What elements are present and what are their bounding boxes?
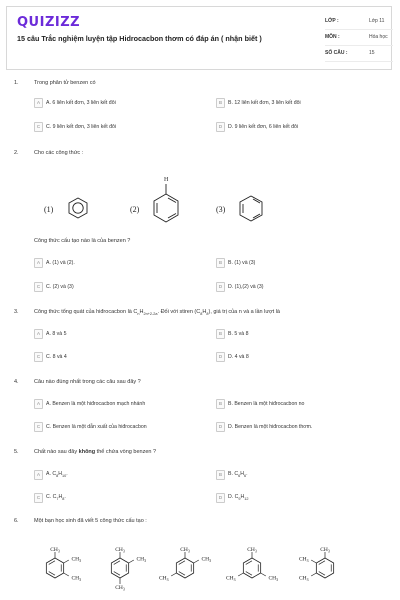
option-text: A. $C_8H_{10}$. <box>46 471 68 479</box>
methyl-bond <box>238 573 243 576</box>
trimethylbenzene-structure-5 <box>299 547 334 582</box>
meta-label: LỚP : <box>325 18 339 24</box>
option-a[interactable] <box>34 469 68 479</box>
option-text: D. 4 và 8 <box>228 354 249 360</box>
question-text: Một bạn học sinh đã viết 5 công thức cấu tạo : <box>34 518 147 524</box>
methyl-bond <box>64 573 69 576</box>
option-d[interactable] <box>216 352 249 362</box>
meta-label: MÔN : <box>325 34 340 40</box>
option-text: B. $C_6H_6$. <box>228 471 248 479</box>
option-letter: A <box>34 470 43 480</box>
worksheet-header <box>6 6 392 70</box>
option-text: C. 8 và 4 <box>46 354 67 360</box>
methyl-bond <box>64 560 69 563</box>
question-text: Cho các công thức : <box>34 150 84 156</box>
option-a[interactable] <box>34 329 66 339</box>
methyl-bond <box>129 560 134 563</box>
option-d[interactable] <box>216 492 248 502</box>
question-number: 5. <box>14 449 19 455</box>
question-number: 3. <box>14 309 19 315</box>
methyl-group-label: $CH_3$ <box>136 556 147 563</box>
option-letter: B <box>216 329 225 339</box>
methyl-bond <box>261 573 266 576</box>
option-text: B. 5 và 8 <box>228 331 249 337</box>
option-letter: A <box>34 98 43 108</box>
meta-value: Hóa học <box>369 34 388 40</box>
trimethylbenzene-structure-2 <box>111 547 146 592</box>
methyl-group-label: $CH_3$ <box>201 556 212 563</box>
option-b[interactable] <box>216 329 248 339</box>
question-text: Công thức tổng quát của hiđrocacbon là $C_nH_{2n+2-2a}$. Đối với stiren $(C_8H_8)$, giá trị của n và a lần lượt là <box>34 309 280 317</box>
option-text: C. $C_7H_8$. <box>46 494 66 502</box>
option-letter: D <box>216 493 225 503</box>
question-prompt: Công thức cấu tạo nào là của benzen ? <box>34 238 131 244</box>
option-text: C. (2) và (3) <box>46 284 74 290</box>
option-text: B. 12 liên kết đơn, 3 liên kết đôi <box>228 100 301 106</box>
benzene-kekule-alt-structure <box>240 196 262 221</box>
option-text: B. Benzen là một hiđrocacbon no <box>228 401 305 407</box>
question-number: 2. <box>14 150 19 156</box>
option-letter: A <box>34 399 43 409</box>
option-letter: D <box>216 422 225 432</box>
quizizz-logo: QUIZIZZ <box>17 15 81 30</box>
option-a[interactable] <box>34 98 116 108</box>
question-text: Trong phân tử benzen có <box>34 80 96 86</box>
option-c[interactable] <box>34 492 66 502</box>
option-text: D. $C_9H_{12}$ <box>228 494 249 502</box>
option-text: A. Benzen là một hiđrocacbon mạch nhánh <box>46 401 146 407</box>
option-letter: C <box>34 422 43 432</box>
methylbenzene-structures-figure <box>30 538 370 598</box>
methyl-group-label: $CH_3$ <box>71 556 82 563</box>
meta-row-class <box>325 14 393 30</box>
methyl-group-label: $CH_3$ <box>247 547 257 554</box>
option-text: C. 9 liên kết đơn, 3 liên kết đôi <box>46 124 117 130</box>
option-text: A. 8 và 5 <box>46 331 67 337</box>
meta-label: SỐ CÂU : <box>325 50 348 56</box>
option-text: C. Benzen là một dẫn xuất của hiđrocacbon <box>46 424 147 430</box>
hydrogen-label: H <box>164 177 169 183</box>
methyl-group-label: $CH_3$ <box>180 547 190 554</box>
option-b[interactable] <box>216 469 248 479</box>
methyl-group-label: $CH_3$ <box>158 575 169 582</box>
option-letter: C <box>34 352 43 362</box>
option-letter: C <box>34 282 43 292</box>
benzene-kekule-structure <box>154 184 178 222</box>
question-number: 4. <box>14 379 19 385</box>
methyl-bond <box>311 573 316 576</box>
methyl-bond <box>194 560 199 563</box>
meta-row-count <box>325 46 393 62</box>
option-d[interactable] <box>216 422 312 432</box>
option-text: B. (1) và (3) <box>228 260 256 266</box>
methyl-group-label: $CH_3$ <box>268 575 279 582</box>
meta-value: Lớp 11 <box>369 18 385 24</box>
meta-value: 15 <box>369 50 375 56</box>
structure-label-1: (1) <box>44 205 54 214</box>
methyl-group-label: $CH_3$ <box>71 575 82 582</box>
trimethylbenzene-structure-1 <box>46 547 81 582</box>
question-number: 1. <box>14 80 19 86</box>
option-c[interactable] <box>34 352 67 362</box>
trimethylbenzene-structure-3 <box>159 547 211 582</box>
meta-row-subject <box>325 30 393 46</box>
option-letter: C <box>34 493 43 503</box>
methyl-group-label: $CH_3$ <box>298 556 309 563</box>
option-letter: A <box>34 329 43 339</box>
meta-table <box>325 14 393 62</box>
methyl-group-label: $CH_3$ <box>298 575 309 582</box>
option-letter: D <box>216 122 225 132</box>
option-d[interactable] <box>216 282 263 292</box>
page-title: 15 câu Trắc nghiệm luyện tập Hidrocacbon thơm có đáp án ( nhận biết ) <box>17 34 262 43</box>
question-text: Chất nào sau đây không thể chứa vòng benzen ? <box>34 449 157 455</box>
option-d[interactable] <box>216 122 298 132</box>
benzene-structures-figure <box>30 170 290 230</box>
benzene-circle-structure <box>69 198 87 218</box>
methyl-group-label: $CH_3$ <box>225 575 236 582</box>
option-letter: B <box>216 98 225 108</box>
option-c[interactable] <box>34 282 74 292</box>
methyl-bond <box>311 560 316 563</box>
option-c[interactable] <box>34 422 147 432</box>
question-number: 6. <box>14 518 19 524</box>
option-letter: D <box>216 352 225 362</box>
option-b[interactable] <box>216 399 304 409</box>
option-text: D. 9 liên kết đơn, 6 liên kết đôi <box>228 124 299 130</box>
option-b[interactable] <box>216 258 255 268</box>
option-letter: D <box>216 282 225 292</box>
option-letter: C <box>34 122 43 132</box>
structure-label-3: (3) <box>216 205 226 214</box>
methyl-group-label: $CH_3$ <box>50 547 60 554</box>
option-a[interactable] <box>34 399 145 409</box>
option-text: D. (1),(2) và (3) <box>228 284 264 290</box>
option-letter: A <box>34 258 43 268</box>
methyl-bond <box>171 573 176 576</box>
option-letter: B <box>216 470 225 480</box>
option-letter: B <box>216 399 225 409</box>
methyl-group-label: $CH_3$ <box>320 547 330 554</box>
option-c[interactable] <box>34 122 116 132</box>
option-b[interactable] <box>216 98 301 108</box>
question-text: Câu nào đúng nhất trong các câu sau đây ? <box>34 379 141 385</box>
methyl-group-label: $CH_3$ <box>115 585 125 592</box>
methyl-group-label: $CH_3$ <box>115 547 125 554</box>
trimethylbenzene-structure-4 <box>226 547 278 582</box>
option-letter: B <box>216 258 225 268</box>
structure-label-2: (2) <box>130 205 140 214</box>
option-a[interactable] <box>34 258 75 268</box>
option-text: D. Benzen là một hiđrocacbon thơm. <box>228 424 313 430</box>
option-text: A. 6 liên kết đơn, 3 liên kết đôi <box>46 100 116 106</box>
option-text: A. (1) và (2). <box>46 260 75 266</box>
